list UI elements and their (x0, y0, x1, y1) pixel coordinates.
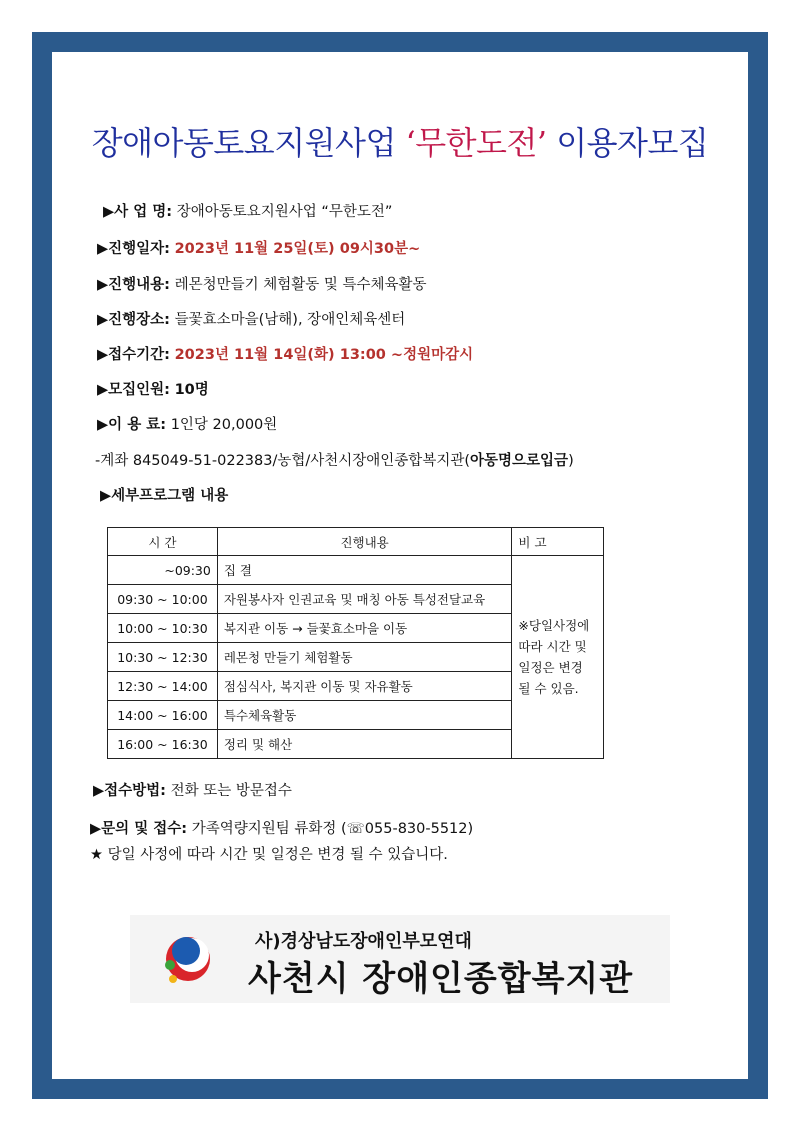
row-time: 09:30 ~ 10:00 (108, 585, 218, 614)
schedule-table (107, 527, 604, 759)
capacity-line (97, 380, 209, 400)
logo-org-big: 사천시 장애인종합복지관 (248, 959, 634, 999)
header-content: 진행내용 (217, 528, 512, 556)
application-period-label: ▶접수기간: (97, 347, 170, 363)
row-content: 자원봉사자 인권교육 및 매칭 아동 특성전달교육 (217, 585, 512, 614)
notice-text: ★ 당일 사정에 따라 시간 및 일정은 변경 될 수 있습니다. (90, 847, 448, 863)
row-time: ~09:30 (108, 556, 218, 585)
content-value: 레몬청만들기 체험활동 및 특수체육활동 (174, 277, 427, 293)
capacity-label: ▶모집인원: (97, 382, 170, 398)
row-content: 복지관 이동 → 들꽃효소마을 이동 (217, 614, 512, 643)
account-line (95, 451, 574, 471)
title-highlight: ‘무한도전’ (405, 124, 547, 162)
content-line (97, 275, 427, 295)
fee-line (97, 415, 277, 435)
date-value: 2023년 11월 25일(토) 09시30분~ (174, 241, 421, 257)
application-period-line (97, 345, 473, 365)
inquiry-label: ▶문의 및 접수: (90, 821, 188, 837)
schedule-header-row (108, 528, 604, 556)
place-line (97, 310, 405, 330)
row-time: 10:30 ~ 12:30 (108, 643, 218, 672)
business-name-value: 장애아동토요지원사업 “무한도전” (176, 204, 393, 220)
row-time: 12:30 ~ 14:00 (108, 672, 218, 701)
application-period-value: 2023년 11월 14일(화) 13:00 ~정원마감시 (174, 347, 474, 363)
row-time: 14:00 ~ 16:00 (108, 701, 218, 730)
place-label: ▶진행장소: (97, 312, 170, 328)
content-label: ▶진행내용: (97, 277, 170, 293)
header-time: 시 간 (108, 528, 218, 556)
page-title (52, 118, 748, 164)
row-content: 레몬청 만들기 체험활동 (217, 643, 512, 672)
account-suffix: ) (568, 453, 574, 469)
account-bold: 아동명으로입금 (470, 453, 569, 469)
place-value: 들꽃효소마을(남해), 장애인체육센터 (174, 312, 406, 328)
business-name-label: ▶사 업 명: (103, 204, 173, 220)
date-line (97, 239, 420, 259)
row-content: 정리 및 해산 (217, 730, 512, 759)
program-heading-text: ▶세부프로그램 내용 (100, 488, 229, 504)
application-method-label: ▶접수방법: (93, 783, 166, 799)
business-name-line (103, 202, 392, 222)
application-method-line (93, 781, 292, 801)
inquiry-value: 가족역량지원팀 류화정 (☏055-830-5512) (191, 821, 474, 837)
capacity-value: 10명 (174, 382, 209, 398)
row-content: 특수체육활동 (217, 701, 512, 730)
header-note: 비 고 (512, 528, 604, 556)
title-part2: 이용자모집 (546, 124, 709, 162)
application-method-value: 전화 또는 방문접수 (170, 783, 292, 799)
row-time: 16:00 ~ 16:30 (108, 730, 218, 759)
schedule-note: ※당일사정에 따라 시간 및 일정은 변경 될 수 있음. (512, 556, 604, 759)
organization-logo (130, 915, 670, 1003)
title-part1: 장애아동토요지원사업 (91, 124, 406, 162)
logo-org-small: 사)경상남도장애인부모연대 (255, 931, 472, 952)
date-label: ▶진행일자: (97, 241, 170, 257)
notice-line (90, 845, 448, 865)
table-row (108, 556, 604, 585)
program-heading (100, 486, 228, 506)
row-time: 10:00 ~ 10:30 (108, 614, 218, 643)
logo-mark-icon (148, 929, 228, 989)
fee-label: ▶이 용 료: (97, 417, 167, 433)
row-content: 점심식사, 복지관 이동 및 자유활동 (217, 672, 512, 701)
fee-value: 1인당 20,000원 (170, 417, 278, 433)
inquiry-line (90, 819, 473, 839)
row-content: 집 결 (217, 556, 512, 585)
account-prefix: -계좌 845049-51-022383/농협/사천시장애인종합복지관( (95, 453, 470, 469)
